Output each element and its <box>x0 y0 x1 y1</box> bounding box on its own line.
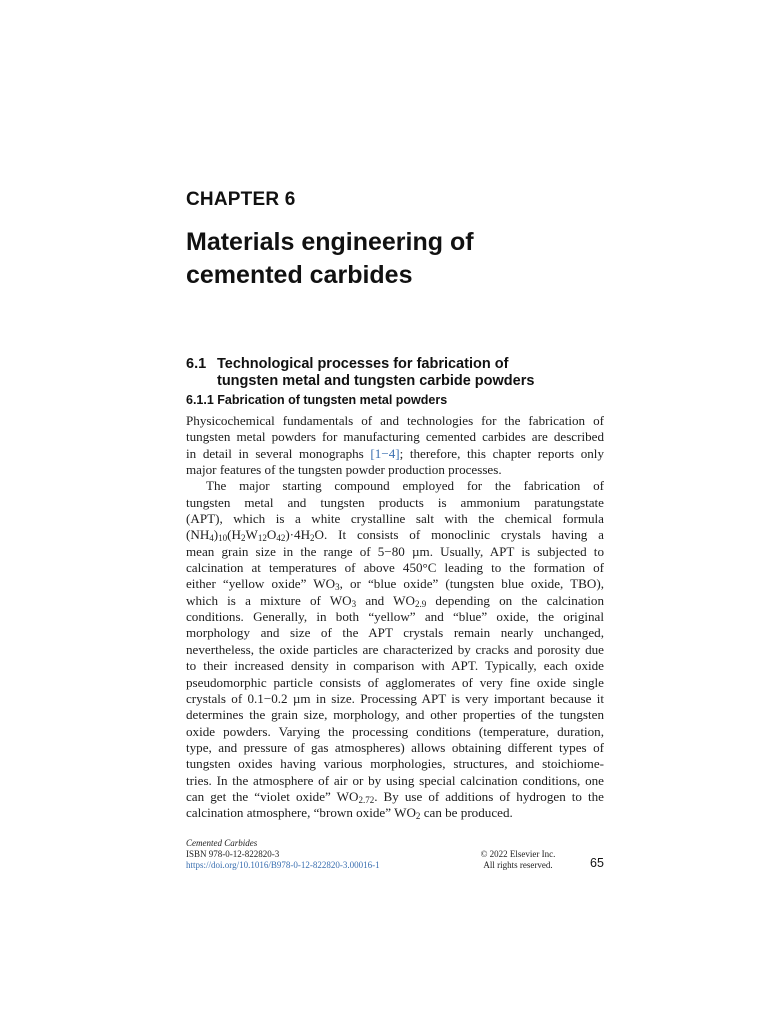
text-line: (APT), which is a white crystalline salt with the chemical formula <box>186 511 604 527</box>
text-run: O <box>266 527 277 543</box>
text-line <box>186 593 604 609</box>
isbn: ISBN 978-0-12-822820-3 <box>186 849 280 859</box>
page-number: 65 <box>590 856 604 870</box>
text-line: tungsten metal powders for manufacturing cemented carbides are described <box>186 429 604 445</box>
footer-citation <box>186 838 380 871</box>
text-run: either “yellow oxide” WO <box>186 576 336 592</box>
text-run: ) <box>213 527 219 543</box>
text-line: determines the grain size, morphology, and other properties of the tungsten <box>186 707 604 723</box>
text-run: )·4H <box>285 527 311 543</box>
text-run: ; therefore, this chapter reports only <box>399 445 604 461</box>
paragraph-2 <box>186 478 604 821</box>
subscript: 2 <box>310 533 315 544</box>
text-run: (H <box>227 527 241 543</box>
text-line <box>186 789 604 805</box>
body-text <box>186 413 604 822</box>
text-run: . By use of additions of hydrogen to the <box>374 788 604 804</box>
text-run: can get the “violet oxide” WO <box>186 788 359 804</box>
text-line <box>186 446 604 462</box>
text-run: can be produced. <box>420 805 513 821</box>
text-run: depending on the calcination <box>426 592 605 608</box>
text-line: major features of the tungsten powder production processes. <box>186 462 502 478</box>
doi-link[interactable]: https://doi.org/10.1016/B978-0-12-822820-3.00016-1 <box>186 860 380 870</box>
subscript: 42 <box>276 533 286 544</box>
text-line: conditions. Generally, in both “yellow” and “blue” oxide, the original <box>186 609 604 625</box>
text-line: to their increased density in comparison with APT. Typically, each oxide <box>186 658 604 674</box>
subsection-heading: 6.1.1 Fabrication of tungsten metal powders <box>186 393 448 407</box>
text-line: The major starting compound employed for the fabrication of <box>206 478 604 494</box>
section-title-line-1: Technological processes for fabrication of <box>217 356 509 372</box>
text-line: mean grain size in the range of 5−80 µm. Usually, APT is subjected to <box>186 543 604 559</box>
subscript: 2.9 <box>414 598 427 609</box>
text-run: and WO <box>356 592 415 608</box>
text-line: Physicochemical fundamentals of and technologies for the fabrication of <box>186 413 604 428</box>
text-line: calcination at temperatures of above 450°C leading to the formation of <box>186 560 604 576</box>
text-line: oxide powders. Varying the processing conditions (temperature, duration, <box>186 723 604 739</box>
text-line <box>186 527 604 543</box>
text-run: O. It consists of monoclinic crystals having a <box>314 527 604 543</box>
subscript: 3 <box>335 582 340 593</box>
chapter-title-line-1: Materials engineering of <box>186 228 474 256</box>
chapter-title <box>186 226 606 292</box>
section-title-line-2: tungsten metal and tungsten carbide powders <box>217 373 535 389</box>
text-line <box>186 805 604 821</box>
section-number: 6.1 <box>186 356 207 372</box>
text-line: type, and pressure of gas atmospheres) allows obtaining different types of <box>186 739 604 755</box>
paragraph-1 <box>186 413 604 478</box>
text-line: pseudomorphic particle consists of agglomerates of very fine oxide single <box>186 674 604 690</box>
subscript: 12 <box>257 533 267 544</box>
reference-link[interactable]: [1−4] <box>370 445 400 461</box>
footer-copyright <box>473 849 563 871</box>
copyright-text: © 2022 Elsevier Inc. <box>480 849 556 859</box>
subscript: 3 <box>351 598 357 609</box>
text-run: W <box>245 527 258 543</box>
text-run: calcination atmosphere, “brown oxide” WO <box>186 805 416 821</box>
text-line: crystals of 0.1−0.2 µm in size. Processing APT is very important because it <box>186 690 604 706</box>
text-run: (NH <box>186 527 210 543</box>
chapter-label: CHAPTER 6 <box>186 189 296 210</box>
text-line: tungsten metal and tungsten products is ammonium paratungstate <box>186 494 604 510</box>
text-line: tries. In the atmosphere of air or by using special calcination conditions, one <box>186 772 604 788</box>
rights-text: All rights reserved. <box>483 860 553 870</box>
chapter-title-line-2: cemented carbides <box>186 261 413 289</box>
text-run: which is a mixture of WO <box>186 592 352 608</box>
text-line: nevertheless, the oxide particles are characterized by cracks and porosity due <box>186 641 604 657</box>
subscript: 2.72 <box>358 794 375 805</box>
text-line: tungsten oxides having various morphologies, structures, and stoichiome- <box>186 756 604 772</box>
subscript: 4 <box>209 533 214 544</box>
text-line: morphology and size of the APT crystals remain nearly unchanged, <box>186 625 604 641</box>
subscript: 2 <box>240 533 246 544</box>
text-line <box>186 576 604 592</box>
book-title: Cemented Carbides <box>186 838 258 848</box>
section-heading <box>186 356 606 390</box>
text-run: , or “blue oxide” (tungsten blue oxide, TBO), <box>339 576 604 592</box>
text-run: in detail in several monographs <box>186 445 371 461</box>
subscript: 10 <box>218 533 228 544</box>
subscript: 2 <box>415 811 421 822</box>
